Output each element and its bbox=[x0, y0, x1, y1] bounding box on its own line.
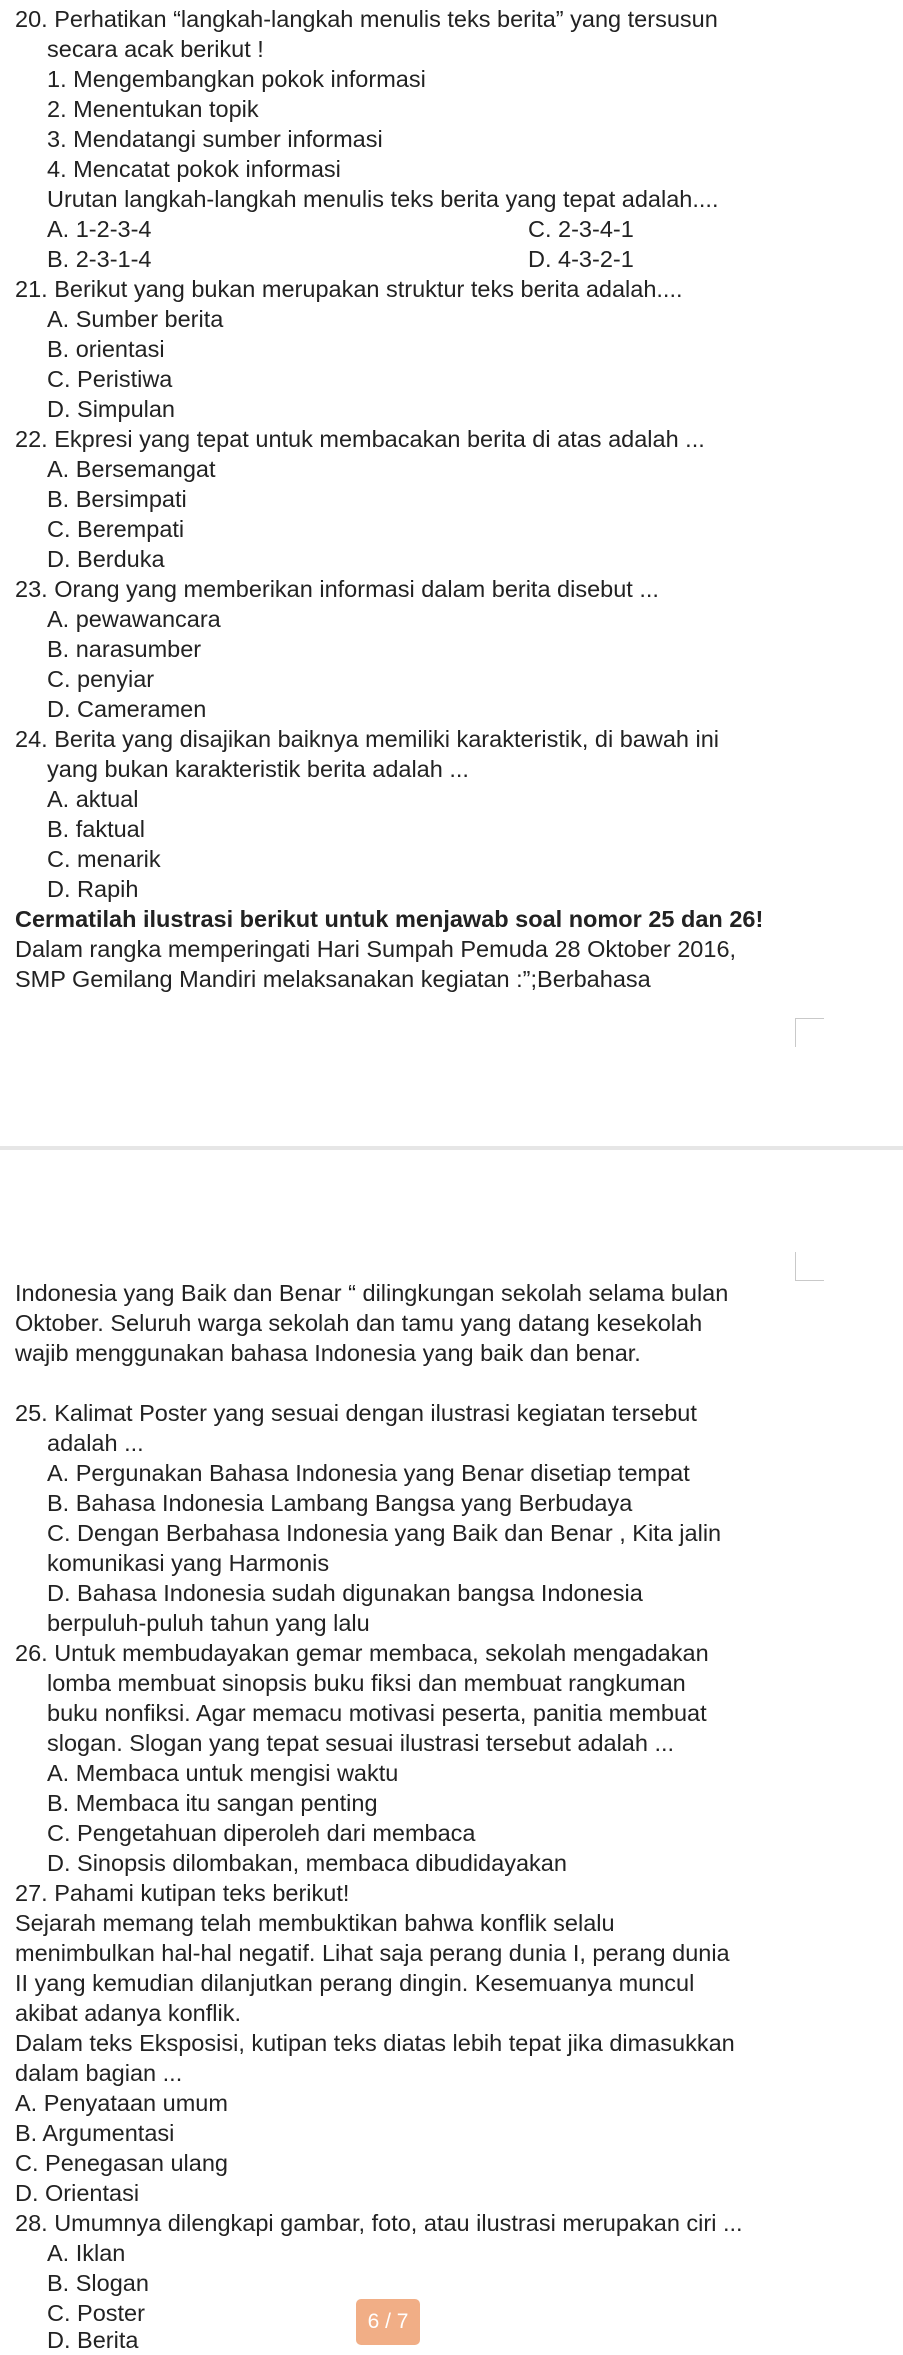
q22-option-c: C. Berempati bbox=[47, 516, 185, 542]
q27-option-b: B. Argumentasi bbox=[15, 2120, 175, 2146]
q21-option-b: B. orientasi bbox=[47, 336, 165, 362]
q21-option-a: A. Sumber berita bbox=[47, 306, 224, 332]
q20-stem: 20. Perhatikan “langkah-langkah menulis teks berita” yang tersusun bbox=[15, 6, 718, 32]
q20-option-b: B. 2-3-1-4 bbox=[47, 246, 152, 272]
q26-option-d: D. Sinopsis dilombakan, membaca dibudidayakan bbox=[47, 1850, 567, 1876]
q25-option-b: B. Bahasa Indonesia Lambang Bangsa yang Berbudaya bbox=[47, 1490, 633, 1516]
q23-option-b: B. narasumber bbox=[47, 636, 202, 662]
q26-stem-cont-3: slogan. Slogan yang tepat sesuai ilustrasi tersebut adalah ... bbox=[47, 1730, 675, 1756]
q24-option-d: D. Rapih bbox=[47, 876, 139, 902]
q26-stem-cont-2: buku nonfiksi. Agar memacu motivasi peserta, panitia membuat bbox=[47, 1700, 707, 1726]
q27-option-a: A. Penyataan umum bbox=[15, 2090, 228, 2116]
q24-option-b: B. faktual bbox=[47, 816, 145, 842]
q27-excerpt-3: II yang kemudian dilanjutkan perang dingin. Kesemuanya muncul bbox=[15, 1970, 695, 1996]
q23-option-d: D. Cameramen bbox=[47, 696, 207, 722]
q25-option-a: A. Pergunakan Bahasa Indonesia yang Benar disetiap tempat bbox=[47, 1460, 690, 1486]
q24-option-a: A. aktual bbox=[47, 786, 139, 812]
q27-excerpt-2: menimbulkan hal-hal negatif. Lihat saja perang dunia I, perang dunia bbox=[15, 1940, 730, 1966]
q27-question-cont: dalam bagian ... bbox=[15, 2060, 183, 2086]
page-divider bbox=[0, 1146, 903, 1150]
q25-option-d-cont: berpuluh-puluh tahun yang lalu bbox=[47, 1610, 370, 1636]
q21-option-c: C. Peristiwa bbox=[47, 366, 173, 392]
q20-step-4: 4. Mencatat pokok informasi bbox=[47, 156, 341, 182]
q25-stem-cont: adalah ... bbox=[47, 1430, 144, 1456]
illustration-text-4: Oktober. Seluruh warga sekolah dan tamu yang datang kesekolah bbox=[15, 1310, 703, 1336]
q21-stem: 21. Berikut yang bukan merupakan struktur teks berita adalah.... bbox=[15, 276, 683, 302]
q26-option-c: C. Pengetahuan diperoleh dari membaca bbox=[47, 1820, 476, 1846]
q27-excerpt-1: Sejarah memang telah membuktikan bahwa konflik selalu bbox=[15, 1910, 615, 1936]
q22-option-a: A. Bersemangat bbox=[47, 456, 216, 482]
q20-option-c: C. 2-3-4-1 bbox=[528, 216, 634, 242]
q22-option-b: B. Bersimpati bbox=[47, 486, 187, 512]
q27-excerpt-4: akibat adanya konflik. bbox=[15, 2000, 242, 2026]
q20-stem-cont: secara acak berikut ! bbox=[47, 36, 264, 62]
q24-option-c: C. menarik bbox=[47, 846, 161, 872]
q27-stem: 27. Pahami kutipan teks berikut! bbox=[15, 1880, 350, 1906]
q25-option-d: D. Bahasa Indonesia sudah digunakan bangsa Indonesia bbox=[47, 1580, 643, 1606]
q27-option-d: D. Orientasi bbox=[15, 2180, 140, 2206]
q26-option-a: A. Membaca untuk mengisi waktu bbox=[47, 1760, 399, 1786]
q20-step-2: 2. Menentukan topik bbox=[47, 96, 259, 122]
q28-stem: 28. Umumnya dilengkapi gambar, foto, atau ilustrasi merupakan ciri ... bbox=[15, 2210, 743, 2236]
q20-option-d: D. 4-3-2-1 bbox=[528, 246, 634, 272]
q25-option-c-cont: komunikasi yang Harmonis bbox=[47, 1550, 330, 1576]
q20-option-a: A. 1-2-3-4 bbox=[47, 216, 152, 242]
illustration-text-3: Indonesia yang Baik dan Benar “ dilingkungan sekolah selama bulan bbox=[15, 1280, 729, 1306]
q24-stem-cont: yang bukan karakteristik berita adalah ... bbox=[47, 756, 469, 782]
q26-stem-cont-1: lomba membuat sinopsis buku fiksi dan membuat rangkuman bbox=[47, 1670, 686, 1696]
q27-question: Dalam teks Eksposisi, kutipan teks diatas lebih tepat jika dimasukkan bbox=[15, 2030, 735, 2056]
illustration-text-5: wajib menggunakan bahasa Indonesia yang baik dan benar. bbox=[15, 1340, 641, 1366]
q27-option-c: C. Penegasan ulang bbox=[15, 2150, 228, 2176]
q26-stem: 26. Untuk membudayakan gemar membaca, sekolah mengadakan bbox=[15, 1640, 709, 1666]
q20-step-1: 1. Mengembangkan pokok informasi bbox=[47, 66, 426, 92]
q24-stem: 24. Berita yang disajikan baiknya memiliki karakteristik, di bawah ini bbox=[15, 726, 720, 752]
q22-option-d: D. Berduka bbox=[47, 546, 165, 572]
q25-stem: 25. Kalimat Poster yang sesuai dengan ilustrasi kegiatan tersebut bbox=[15, 1400, 697, 1426]
page-indicator: 6 / 7 bbox=[356, 2299, 420, 2345]
q28-option-a: A. Iklan bbox=[47, 2240, 126, 2266]
illustration-text-2: SMP Gemilang Mandiri melaksanakan kegiatan :”;Berbahasa bbox=[15, 966, 651, 992]
page-corner-top bbox=[795, 1018, 824, 1047]
q23-stem: 23. Orang yang memberikan informasi dalam berita disebut ... bbox=[15, 576, 659, 602]
q25-option-c: C. Dengan Berbahasa Indonesia yang Baik dan Benar , Kita jalin bbox=[47, 1520, 722, 1546]
q28-option-d: D. Berita bbox=[47, 2327, 139, 2353]
illustration-text-1: Dalam rangka memperingati Hari Sumpah Pemuda 28 Oktober 2016, bbox=[15, 936, 737, 962]
section-instruction: Cermatilah ilustrasi berikut untuk menjawab soal nomor 25 dan 26! bbox=[15, 906, 764, 932]
q28-option-c: C. Poster bbox=[47, 2300, 145, 2326]
q20-step-3: 3. Mendatangi sumber informasi bbox=[47, 126, 383, 152]
page-corner-bottom bbox=[795, 1252, 824, 1281]
q23-option-a: A. pewawancara bbox=[47, 606, 221, 632]
q26-option-b: B. Membaca itu sangan penting bbox=[47, 1790, 378, 1816]
q28-option-b: B. Slogan bbox=[47, 2270, 149, 2296]
q23-option-c: C. penyiar bbox=[47, 666, 155, 692]
q22-stem: 22. Ekpresi yang tepat untuk membacakan berita di atas adalah ... bbox=[15, 426, 705, 452]
q20-question: Urutan langkah-langkah menulis teks berita yang tepat adalah.... bbox=[47, 186, 719, 212]
q21-option-d: D. Simpulan bbox=[47, 396, 175, 422]
